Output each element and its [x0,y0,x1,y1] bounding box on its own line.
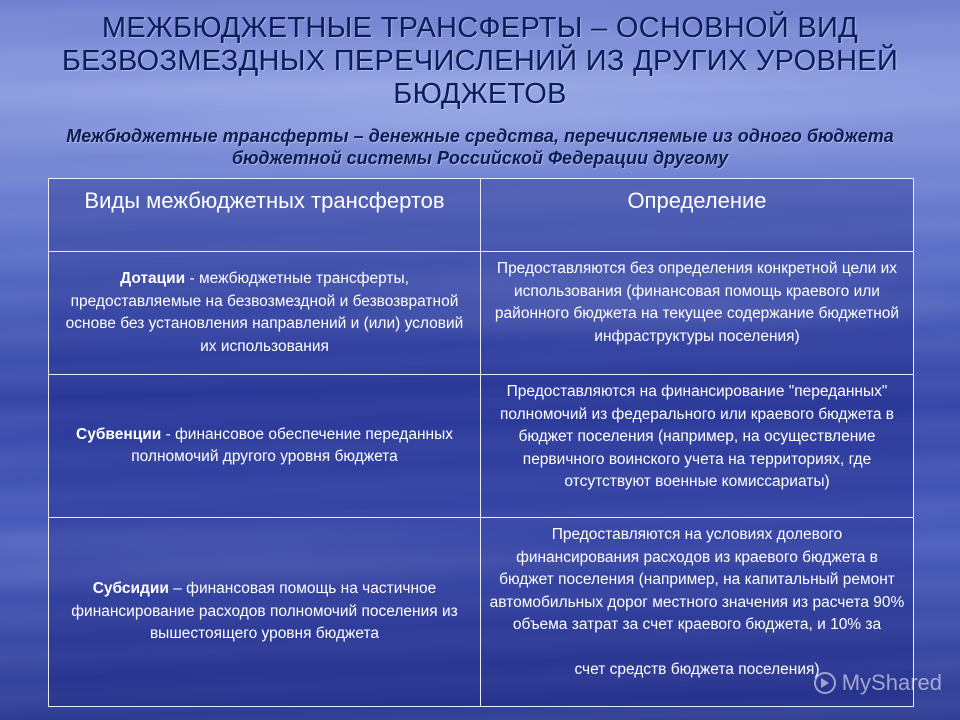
transfer-term: Дотации [120,270,186,287]
table-header-types: Виды межбюджетных трансфертов [49,179,481,252]
transfer-type-cell [49,252,481,375]
table-row [49,518,914,707]
transfer-type-cell [49,375,481,518]
table-header-row [49,179,914,252]
transfer-term: Субвенции [76,425,162,443]
transfer-description: - межбюджетные трансферты, предоставляемые на безвозмездной и безвозвратной основе без установления направлений и (или) условий их использования [65,270,464,355]
transfer-definition-tail: счет средств бюджета поселения) [574,660,820,678]
watermark [814,670,942,696]
transfer-description: - финансовое обеспечение переданных полномочий другого уровня бюджета [131,425,453,465]
watermark-text: MyShared [841,670,942,695]
slide-subtitle: Межбюджетные трансферты – денежные средства, перечисляемые из одного бюджета бюджетной системы Российской Федерации другому [66,126,894,168]
transfer-definition: Предоставляются на финансирование "переданных" полномочий из федерального или краевого бюджета в бюджет поселения (например, на осуществление первичного воинского учета на территориях, где отсутствуют военные комиссариаты) [481,375,914,518]
transfers-table [48,178,914,707]
play-circle-icon [814,672,836,694]
transfer-definition: Предоставляются на условиях долевого финансирования расходов из краевого бюджета в бюджет поселения (например, на капитальный ремонт автомобильных дорог местного значения из расчета 90% объема затрат за счет краевого бюджета, и 10% за [489,526,905,633]
transfer-definition: Предоставляются без определения конкретной цели их использования (финансовая помощь краевого или районного бюджета на текущее содержание бюджетной инфраструктуры поселения) [481,252,914,375]
table-row [49,252,914,375]
transfer-type-cell [49,518,481,707]
table-header-definition: Определение [481,179,914,252]
transfer-description: – финансовая помощь на частичное финансирование расходов полномочий поселения из вышестоящего уровня бюджета [71,580,458,643]
table-row [49,375,914,518]
transfer-term: Субсидии [92,580,169,598]
slide-title: МЕЖБЮДЖЕТНЫЕ ТРАНСФЕРТЫ – ОСНОВНОЙ ВИД БЕЗВОЗМЕЗДНЫХ ПЕРЕЧИСЛЕНИЙ ИЗ ДРУГИХ УРОВНЕЙ БЮДЖЕТОВ [61,12,899,110]
